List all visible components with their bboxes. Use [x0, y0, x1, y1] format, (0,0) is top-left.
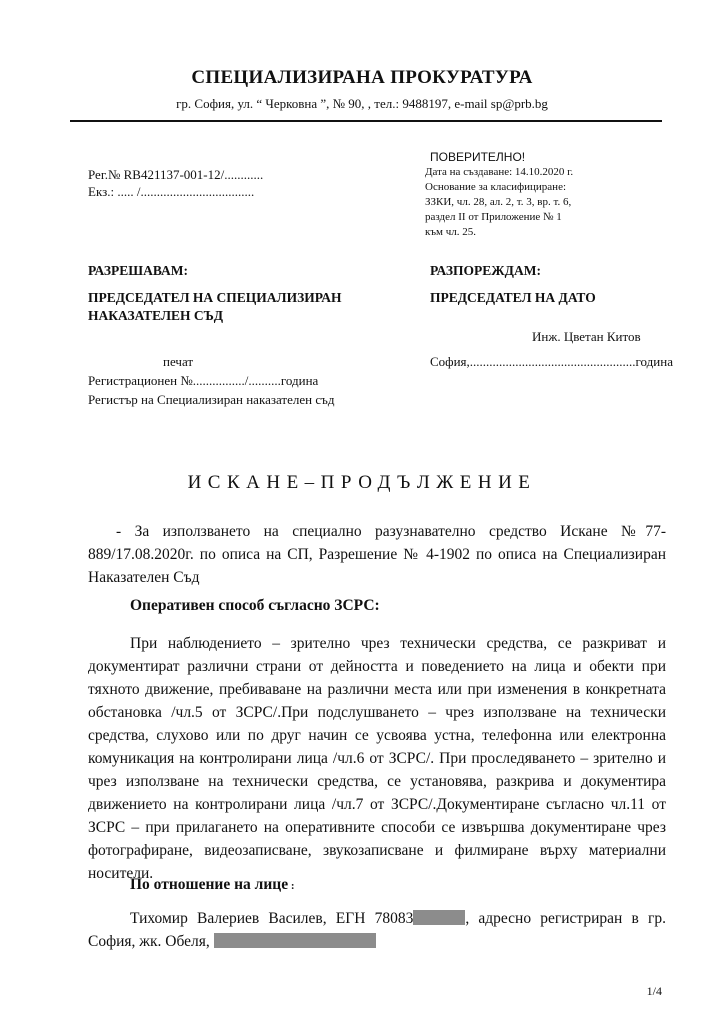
- registration-number: Рег.№ RB421137-001-12/............: [88, 167, 264, 182]
- person-name-egn: Тихомир Валериев Василев, ЕГН 78083: [130, 910, 414, 927]
- address-redaction: [214, 933, 376, 948]
- court-chair-line1: ПРЕДСЕДАТЕЛ НА СПЕЦИАЛИЗИРАН: [88, 290, 342, 305]
- dato-chair: ПРЕДСЕДАТЕЛ НА ДАТО: [430, 290, 596, 305]
- court-register: Регистър на Специализиран наказателен съд: [88, 392, 335, 407]
- header-divider: [70, 120, 662, 122]
- court-registration-number: Регистрационен №................/..........година: [88, 373, 319, 388]
- person-paragraph: [88, 907, 666, 953]
- classification-section: раздел II от Приложение № 1: [425, 211, 562, 223]
- classification-label: ПОВЕРИТЕЛНО!: [430, 150, 526, 164]
- person-heading-colon: :: [288, 880, 295, 892]
- page-number: 1/4: [646, 984, 662, 998]
- seal-label: печат: [163, 354, 194, 369]
- court-chair-line2: НАКАЗАТЕЛЕН СЪД: [88, 308, 224, 323]
- classification-reference: към чл. 25.: [425, 226, 477, 238]
- classification-article: ЗЗКИ, чл. 28, ал. 2, т. 3, вр. т. 6,: [425, 196, 572, 208]
- egn-redaction: [413, 910, 465, 925]
- institution-title: СПЕЦИАЛИЗИРАНА ПРОКУРАТУРА: [191, 67, 533, 88]
- creation-date: Дата на създаване: 14.10.2020 г.: [425, 166, 574, 178]
- authorize-heading: РАЗРЕШАВАМ:: [88, 263, 189, 278]
- copy-number: Екз.: ..... /...................................: [88, 184, 255, 199]
- institution-contact: гр. София, ул. “ Черковна ”, № 90, , тел.: 9488197, e-mail sp@prb.bg: [176, 96, 548, 111]
- operative-heading: Оперативен способ съгласно ЗСРС:: [130, 597, 380, 614]
- order-heading: РАЗПОРЕЖДАМ:: [430, 263, 541, 278]
- operative-paragraph: При наблюдението – зрително чрез технически средства, се разкриват и документират различни страни от дейността и поведението на лица и обекти при тяхното движение, пребиваване на различни места или при изменения в конкретната обстановка /чл.5 от ЗСРС/.При подслушването – чрез използване на технически средства, слухово или по друг начин се усвоява устна, телефонна или електронна комуникация на контролирани лица /чл.6 от ЗСРС/. При проследяването – зрително и чрез използване на технически средства, се установява, разкрива и документира движението на контролирани лица /чл.7 от ЗСРС/.Документиране съгласно чл.11 от ЗСРС – при прилагането на оперативните способи се извършва документиране чрез фотографиране, видеозаписване, звукозаписване и филмиране върху материални носители.: [88, 635, 666, 882]
- request-title: ИСКАНЕ–ПРОДЪЛЖЕНИЕ: [187, 472, 537, 493]
- classification-basis: Основание за класифициране:: [425, 181, 567, 193]
- chair-name: Инж. Цветан Китов: [532, 329, 641, 344]
- intro-paragraph: - За използването на специално разузнавателно средство Искане №77-889/17.08.2020г. по описа на СП, Разрешение № 4-1902 по описа на Специализиран Наказателен Съд: [88, 523, 666, 586]
- person-heading: [130, 876, 295, 894]
- person-heading-text: По отношение на лице: [130, 876, 289, 893]
- place-date-line: София,...................................................година: [430, 354, 673, 369]
- classification-details: [425, 165, 573, 240]
- person-address: , адресно регистриран в гр. София, жк. Обеля,: [88, 910, 666, 950]
